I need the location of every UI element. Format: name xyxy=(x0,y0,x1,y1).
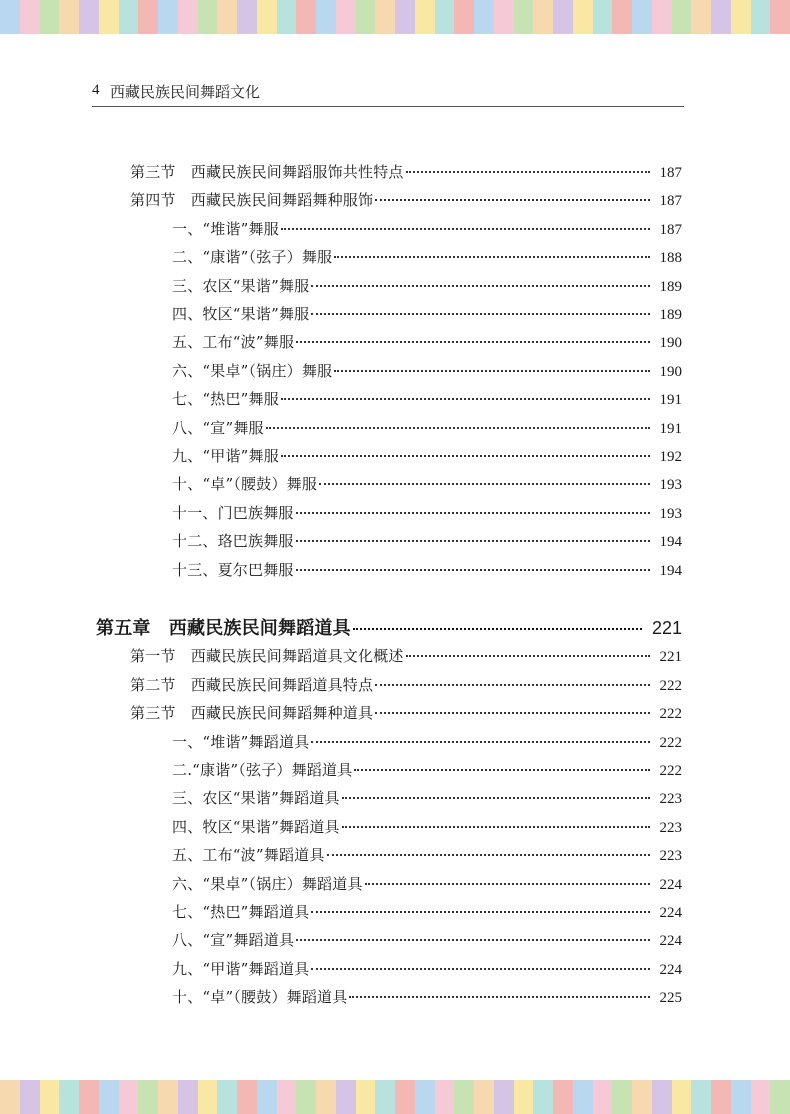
toc-entry-item[interactable] xyxy=(172,499,682,527)
stripe-segment xyxy=(691,1080,711,1114)
toc-entry-title: 六、“果卓”（锅庄）舞服 xyxy=(172,361,333,380)
dot-leader xyxy=(296,540,650,542)
toc-entry-item[interactable] xyxy=(172,385,682,413)
toc-entry-page: 223 xyxy=(659,819,682,836)
toc-entry-title: 四、牧区“果谐”舞蹈道具 xyxy=(172,817,340,836)
toc-entry-item[interactable] xyxy=(172,527,682,555)
toc-entry-title: 一、“堆谐”舞蹈道具 xyxy=(172,732,310,751)
toc-entry-page: 194 xyxy=(659,534,682,551)
dot-leader xyxy=(327,854,650,856)
toc-entry-page: 193 xyxy=(659,505,682,522)
stripe-segment xyxy=(296,1080,316,1114)
stripe-segment xyxy=(336,1080,356,1114)
toc-entry-title: 五、工布“波”舞蹈道具 xyxy=(172,846,325,865)
toc-entry-title: 十、“卓”（腰鼓）舞服 xyxy=(172,475,318,494)
toc-entry-item[interactable] xyxy=(172,841,682,869)
stripe-segment xyxy=(514,1080,534,1114)
toc-entry-title: 第三节 西藏民族民间舞蹈服饰共性特点 xyxy=(130,163,404,181)
stripe-segment xyxy=(356,1080,376,1114)
toc-entry-title: 十二、珞巴族舞服 xyxy=(172,532,294,551)
page-number: 4 xyxy=(92,82,100,98)
dot-leader xyxy=(334,256,650,258)
toc-entry-title: 九、“甲谐”舞服 xyxy=(172,447,279,465)
toc-entry-page: 221 xyxy=(651,618,682,638)
stripe-segment xyxy=(257,1080,277,1114)
toc-entry-title: 五、工布“波”舞服 xyxy=(172,333,295,352)
toc-entry-page: 187 xyxy=(659,193,682,210)
toc-entry-item[interactable] xyxy=(172,556,682,584)
dot-leader xyxy=(296,341,650,343)
dot-leader xyxy=(375,712,650,714)
dot-leader xyxy=(406,655,650,657)
toc-entry-page: 224 xyxy=(659,905,682,921)
dot-leader xyxy=(296,512,650,514)
toc-entry-item[interactable] xyxy=(172,870,682,898)
toc-entry-section[interactable] xyxy=(130,671,682,699)
stripe-segment xyxy=(40,1080,60,1114)
toc-entry-page: 187 xyxy=(659,165,682,181)
toc-entry-page: 223 xyxy=(659,791,682,808)
stripe-segment xyxy=(612,1080,632,1114)
toc-entry-page: 190 xyxy=(659,363,682,380)
stripe-segment xyxy=(99,1080,119,1114)
stripe-segment xyxy=(375,1080,395,1114)
dot-leader xyxy=(342,797,650,799)
toc-entry-item[interactable] xyxy=(172,328,682,356)
toc-entry-item[interactable] xyxy=(172,243,682,271)
toc-entry-title: 八、“宣”舞服 xyxy=(172,418,264,437)
toc-entry-title: 十三、夏尔巴舞服 xyxy=(172,560,294,579)
toc-entry-item[interactable] xyxy=(172,272,682,300)
toc-entry-item[interactable] xyxy=(172,813,682,841)
toc-entry-item[interactable] xyxy=(172,784,682,812)
toc-entry-item[interactable] xyxy=(172,955,682,983)
toc-entry-page: 194 xyxy=(659,562,682,579)
dot-leader xyxy=(406,171,650,173)
toc-entry-section[interactable] xyxy=(130,642,682,670)
toc-entry-page: 193 xyxy=(659,477,682,494)
stripe-segment xyxy=(158,1080,178,1114)
toc-entry-title: 三、农区“果谐”舞服 xyxy=(172,276,310,295)
toc-entry-page: 192 xyxy=(659,449,682,465)
stripe-segment xyxy=(395,1080,415,1114)
stripe-segment xyxy=(316,1080,336,1114)
toc-entry-item[interactable] xyxy=(172,300,682,328)
toc-entry-page: 222 xyxy=(659,677,682,694)
toc-entry-page: 223 xyxy=(659,848,682,865)
stripe-segment xyxy=(59,1080,79,1114)
toc-entry-title: 第五章 西藏民族民间舞蹈道具 xyxy=(96,618,351,639)
toc-entry-item[interactable] xyxy=(172,414,682,442)
stripe-segment xyxy=(573,1080,593,1114)
stripe-segment xyxy=(217,1080,237,1114)
stripe-segment xyxy=(0,1080,20,1114)
toc-entry-title: 二、“康谐”（弦子）舞服 xyxy=(172,248,333,267)
dot-leader xyxy=(334,370,650,372)
stripe-segment xyxy=(632,1080,652,1114)
toc-entry-section[interactable] xyxy=(130,699,682,727)
toc-entry-item[interactable] xyxy=(172,898,682,926)
stripe-segment xyxy=(277,1080,297,1114)
toc-entry-page: 189 xyxy=(659,307,682,323)
dot-leader xyxy=(365,883,650,885)
toc-entry-page: 222 xyxy=(659,734,682,751)
stripe-segment xyxy=(711,1080,731,1114)
toc-entry-page: 188 xyxy=(659,250,682,267)
toc-entry-title: 十一、门巴族舞服 xyxy=(172,503,294,522)
stripe-segment xyxy=(198,1080,218,1114)
toc-entry-page: 187 xyxy=(659,221,682,238)
stripe-segment xyxy=(435,1080,455,1114)
toc-entry-item[interactable] xyxy=(172,983,682,1011)
dot-leader xyxy=(311,741,650,743)
dot-leader xyxy=(342,826,650,828)
dot-leader xyxy=(296,569,650,571)
toc-entry-title: 七、“热巴”舞蹈道具 xyxy=(172,903,310,921)
dot-leader xyxy=(354,769,650,771)
toc-entry-item[interactable] xyxy=(172,728,682,756)
toc-entry-title: 第一节 西藏民族民间舞蹈道具文化概述 xyxy=(130,647,404,666)
bottom-decorative-stripe xyxy=(0,1080,790,1114)
dot-leader xyxy=(311,313,650,315)
toc-entry-title: 六、“果卓”（锅庄）舞蹈道具 xyxy=(172,874,363,893)
stripe-segment xyxy=(79,1080,99,1114)
stripe-segment xyxy=(751,1080,771,1114)
dot-leader xyxy=(353,628,642,630)
stripe-segment xyxy=(533,1080,553,1114)
toc-entry-item[interactable] xyxy=(172,357,682,385)
dot-leader xyxy=(266,427,650,429)
dot-leader xyxy=(281,398,650,400)
dot-leader xyxy=(281,455,650,457)
toc-entry-page: 191 xyxy=(659,392,682,409)
stripe-segment xyxy=(474,1080,494,1114)
toc-entry-page: 224 xyxy=(659,961,682,978)
toc-entry-title: 九、“甲谐”舞蹈道具 xyxy=(172,959,310,978)
toc-entry-title: 三、农区“果谐”舞蹈道具 xyxy=(172,789,340,808)
toc-entry-item[interactable] xyxy=(172,442,682,470)
dot-leader xyxy=(319,483,650,485)
toc-entry-title: 八、“宣”舞蹈道具 xyxy=(172,931,295,950)
stripe-segment xyxy=(553,1080,573,1114)
stripe-segment xyxy=(119,1080,139,1114)
stripe-segment xyxy=(593,1080,613,1114)
stripe-segment xyxy=(138,1080,158,1114)
toc-entry-page: 225 xyxy=(659,990,682,1007)
stripe-segment xyxy=(494,1080,514,1114)
dot-leader xyxy=(296,939,650,941)
dot-leader xyxy=(281,228,650,230)
toc-entry-title: 第二节 西藏民族民间舞蹈道具特点 xyxy=(130,675,374,694)
dot-leader xyxy=(375,684,650,686)
toc-entry-title: 七、“热巴”舞服 xyxy=(172,390,279,409)
stripe-segment xyxy=(415,1080,435,1114)
book-title: 西藏民族民间舞蹈文化 xyxy=(110,83,261,101)
stripe-segment xyxy=(454,1080,474,1114)
toc-entry-title: 第四节 西藏民族民间舞蹈舞种服饰 xyxy=(130,191,374,210)
toc-entry-title: 二.“康谐”（弦子）舞蹈道具 xyxy=(172,761,353,779)
stripe-segment xyxy=(237,1080,257,1114)
toc-entry-page: 222 xyxy=(659,763,682,779)
toc-entry-section[interactable] xyxy=(130,158,682,186)
toc-entry-item[interactable] xyxy=(172,215,682,243)
toc-entry-page: 224 xyxy=(659,933,682,950)
stripe-segment xyxy=(672,1080,692,1114)
toc-entry-page: 190 xyxy=(659,335,682,352)
toc-entry-page: 221 xyxy=(659,649,682,666)
toc-entry-page: 224 xyxy=(659,876,682,893)
toc-entry-item[interactable] xyxy=(172,470,682,498)
toc-entry-item[interactable] xyxy=(172,926,682,954)
dot-leader xyxy=(375,199,650,201)
toc-entry-title: 一、“堆谐”舞服 xyxy=(172,219,279,238)
toc-entry-title: 十、“卓”（腰鼓）舞蹈道具 xyxy=(172,988,348,1007)
stripe-segment xyxy=(731,1080,751,1114)
toc-entry-page: 222 xyxy=(659,706,682,723)
toc-entry-title: 第三节 西藏民族民间舞蹈舞种道具 xyxy=(130,704,374,723)
toc-entry-title: 四、牧区“果谐”舞服 xyxy=(172,305,310,323)
stripe-segment xyxy=(20,1080,40,1114)
toc-entry-item[interactable] xyxy=(172,756,682,784)
stripe-segment xyxy=(652,1080,672,1114)
stripe-segment xyxy=(770,1080,790,1114)
stripe-segment xyxy=(178,1080,198,1114)
toc-entry-section[interactable] xyxy=(130,186,682,214)
toc-entry-page: 189 xyxy=(659,278,682,295)
toc-entry-page: 191 xyxy=(659,420,682,437)
dot-leader xyxy=(311,285,650,287)
dot-leader xyxy=(311,911,650,913)
dot-leader xyxy=(311,968,650,970)
toc-entry-chapter[interactable] xyxy=(96,614,682,642)
dot-leader xyxy=(349,996,650,998)
